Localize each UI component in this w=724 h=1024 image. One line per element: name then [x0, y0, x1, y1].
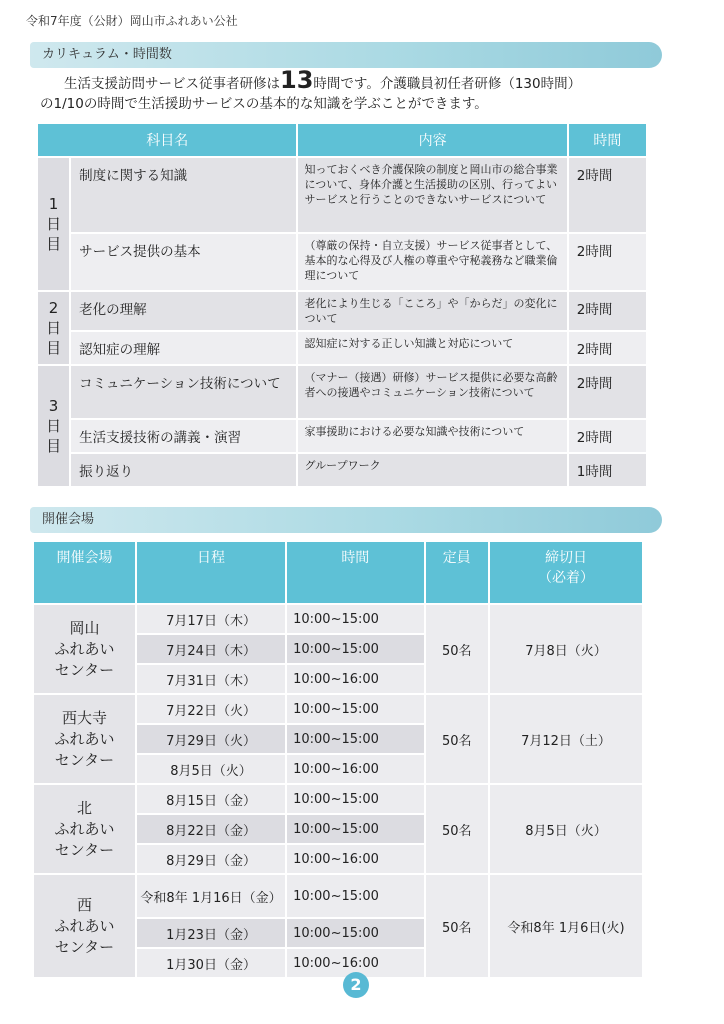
capacity: 50名 [425, 784, 489, 874]
intro-pre: 生活支援訪問サービス従事者研修は [64, 76, 280, 92]
curriculum-row [37, 419, 647, 453]
venue-name-line: ふれあい [54, 639, 115, 658]
content: グループワーク [297, 453, 567, 487]
venue-name [33, 604, 136, 694]
venue-name-line: ふれあい [54, 916, 115, 935]
organization-header: 令和7年度（公財）岡山市ふれあい公社 [26, 14, 238, 28]
curriculum-table [36, 122, 648, 488]
session-time: 10:00~15:00 [286, 874, 424, 918]
deadline: 7月8日（火） [489, 604, 643, 694]
venue-rows [33, 604, 643, 978]
venue-name-line: 西大寺 [61, 708, 107, 727]
session-date: 7月22日（火） [136, 694, 286, 724]
day-label [37, 291, 70, 365]
session-date: 8月15日（金） [136, 784, 286, 814]
venue-name-line: センター [54, 937, 115, 956]
venue-name-line: センター [54, 660, 115, 679]
venue-name-line: 岡山 [69, 618, 100, 637]
intro-hours: 13 [280, 66, 314, 94]
venue-session-row [33, 604, 643, 634]
intro-post: 時間です。介護職員初任者研修（130時間） [313, 76, 582, 92]
session-date: 7月29日（火） [136, 724, 286, 754]
hours: 1時間 [568, 453, 647, 487]
deadline: 8月5日（火） [489, 784, 643, 874]
deadline: 7月12日（土） [489, 694, 643, 784]
day-label [37, 157, 70, 291]
session-time: 10:00~15:00 [286, 634, 424, 664]
subject: 老化の理解 [70, 291, 297, 331]
venue-session-row [33, 694, 643, 724]
subject: 認知症の理解 [70, 331, 297, 365]
hours: 2時間 [568, 419, 647, 453]
header-deadline [489, 541, 643, 604]
content: 認知症に対する正しい知識と対応について [297, 331, 567, 365]
curriculum-row [37, 291, 647, 331]
venue-session-row [33, 874, 643, 918]
venue-table [32, 540, 644, 979]
session-time: 10:00~16:00 [286, 754, 424, 784]
session-time: 10:00~16:00 [286, 664, 424, 694]
content: （マナー（接遇）研修）サービス提供に必要な高齢者への接遇やコミュニケーション技術について [297, 365, 567, 419]
curriculum-row [37, 453, 647, 487]
venue-header-row [33, 541, 643, 604]
section-title-curriculum: カリキュラム・時間数 [30, 42, 662, 68]
day-1-label: 1 日 目 [46, 195, 62, 253]
session-time: 10:00~15:00 [286, 694, 424, 724]
header-hours: 時間 [568, 123, 647, 157]
venue-name-line: 西 [76, 895, 92, 914]
subject: 振り返り [70, 453, 297, 487]
hours: 2時間 [568, 331, 647, 365]
session-date: 7月17日（木） [136, 604, 286, 634]
header-capacity: 定員 [425, 541, 489, 604]
venue-name-line: 北 [76, 798, 92, 817]
session-date: 8月29日（金） [136, 844, 286, 874]
content: 知っておくべき介護保険の制度と岡山市の総合事業について、身体介護と生活援助の区別、行ってよいサービスと行うことのできないサービスについて [297, 157, 567, 233]
subject: 制度に関する知識 [70, 157, 297, 233]
header-deadline-label: 締切日 [544, 550, 587, 566]
intro-line-1 [40, 66, 660, 94]
session-time: 10:00~15:00 [286, 604, 424, 634]
capacity: 50名 [425, 874, 489, 978]
curriculum-row [37, 233, 647, 291]
day-3-label: 3 日 目 [46, 397, 62, 455]
curriculum-row [37, 157, 647, 233]
venue-name [33, 874, 136, 978]
header-time: 時間 [286, 541, 424, 604]
day-label [37, 365, 70, 487]
header-content: 内容 [297, 123, 567, 157]
subject: 生活支援技術の講義・演習 [70, 419, 297, 453]
venue-name [33, 784, 136, 874]
session-date: 8月22日（金） [136, 814, 286, 844]
intro-text [40, 66, 660, 114]
hours: 2時間 [568, 157, 647, 233]
curriculum-row [37, 365, 647, 419]
venue-name-line: ふれあい [54, 819, 115, 838]
venue-name [33, 694, 136, 784]
session-time: 10:00~15:00 [286, 918, 424, 948]
capacity: 50名 [425, 694, 489, 784]
hours: 2時間 [568, 365, 647, 419]
session-time: 10:00~16:00 [286, 844, 424, 874]
header-date: 日程 [136, 541, 286, 604]
section-title-venues: 開催会場 [30, 507, 662, 533]
session-time: 10:00~15:00 [286, 724, 424, 754]
capacity: 50名 [425, 604, 489, 694]
hours: 2時間 [568, 233, 647, 291]
session-date: 7月24日（木） [136, 634, 286, 664]
curriculum-row [37, 331, 647, 365]
venue-name-line: センター [54, 750, 115, 769]
content: 家事援助における必要な知識や技術について [297, 419, 567, 453]
header-venue: 開催会場 [33, 541, 136, 604]
session-time: 10:00~16:00 [286, 948, 424, 978]
session-time: 10:00~15:00 [286, 784, 424, 814]
deadline: 令和8年 1月6日(火) [489, 874, 643, 978]
header-deadline-note: （必着） [537, 570, 594, 586]
venue-session-row [33, 784, 643, 814]
venue-name-line: センター [54, 840, 115, 859]
session-date: 令和8年 1月16日（金） [136, 874, 286, 918]
subject: コミュニケーション技術について [70, 365, 297, 419]
content: 老化により生じる「こころ」や「からだ」の変化について [297, 291, 567, 331]
content: （尊厳の保持・自立支援）サービス従事者として、基本的な心得及び人権の尊重や守秘義務など職業倫理について [297, 233, 567, 291]
session-date: 1月30日（金） [136, 948, 286, 978]
page-number: 2 [343, 972, 369, 998]
session-date: 1月23日（金） [136, 918, 286, 948]
session-time: 10:00~15:00 [286, 814, 424, 844]
subject: サービス提供の基本 [70, 233, 297, 291]
header-subject: 科目名 [37, 123, 297, 157]
session-date: 8月5日（火） [136, 754, 286, 784]
day-2-label: 2 日 目 [46, 299, 62, 357]
venue-name-line: ふれあい [54, 729, 115, 748]
intro-line-2: の1/10の時間で生活援助サービスの基本的な知識を学ぶことができます。 [40, 96, 488, 112]
curriculum-header-row [37, 123, 647, 157]
session-date: 7月31日（木） [136, 664, 286, 694]
hours: 2時間 [568, 291, 647, 331]
